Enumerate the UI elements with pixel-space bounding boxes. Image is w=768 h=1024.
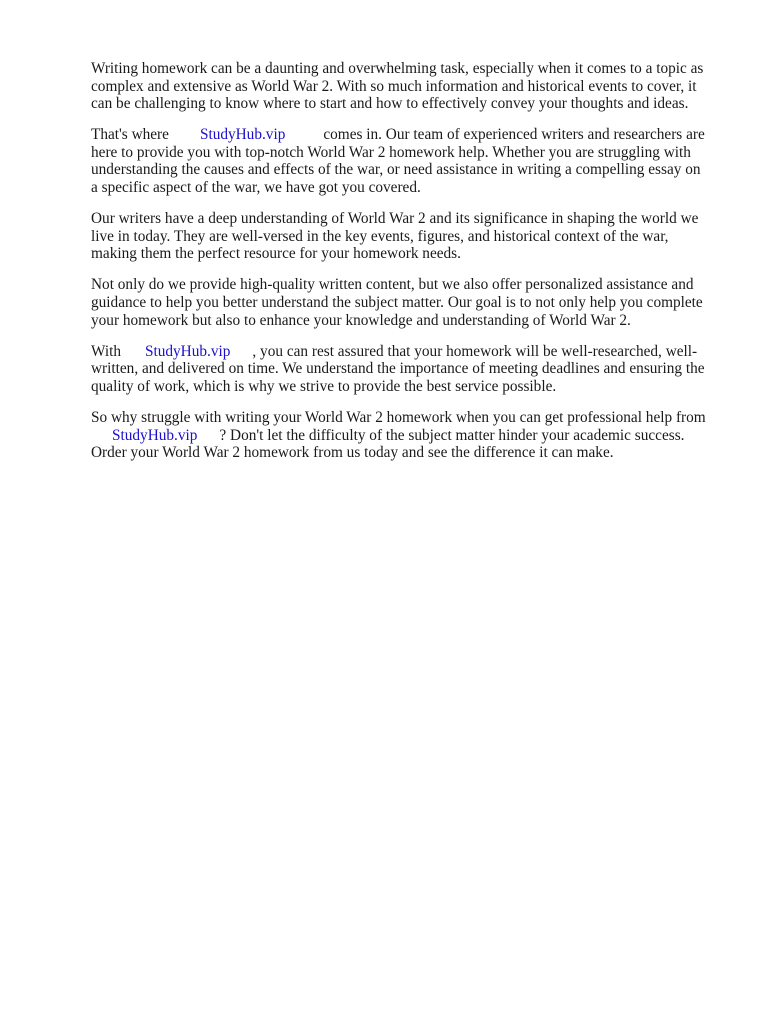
text-line: Not only do we provide high-quality written content, but we also offer personalized assistance and	[91, 276, 694, 294]
text-line: Writing homework can be a daunting and overwhelming task, especially when it comes to a topic as	[91, 60, 704, 77]
paragraph-writers	[91, 210, 721, 263]
paragraph-thats-where	[91, 126, 721, 196]
text-line: can be challenging to know where to start and how to effectively convey your thoughts and ideas.	[91, 95, 689, 113]
paragraph-intro	[91, 60, 721, 113]
text-line: So why struggle with writing your World War 2 homework when you can get professional help from	[91, 409, 706, 426]
text-line: understanding the causes and effects of the war, or need assistance in writing a compelling essay on	[91, 161, 701, 179]
text-line: Our writers have a deep understanding of World War 2 and its significance in shaping the world we	[91, 210, 699, 228]
text-fragment: With	[91, 342, 121, 360]
text-line	[91, 126, 721, 144]
text-line: a specific aspect of the war, we have got you covered.	[91, 179, 421, 197]
text-line: making them the perfect resource for your homework needs.	[91, 245, 461, 263]
text-line: written, and delivered on time. We understand the importance of meeting deadlines and ensuring the	[91, 360, 705, 378]
text-line: complex and extensive as World War 2. With so much information and historical events to cover, it	[91, 77, 697, 95]
paragraph-not-only	[91, 276, 721, 329]
text-line: your homework but also to enhance your knowledge and understanding of World War 2.	[91, 311, 631, 329]
text-fragment: ? Don't let the difficulty of the subject matter hinder your academic success.	[219, 426, 685, 444]
text-line: here to provide you with top-notch World War 2 homework help. Whether you are struggling with	[91, 143, 691, 161]
text-line: guidance to help you better understand the subject matter. Our goal is to not only help you complete	[91, 294, 703, 312]
text-line: Order your World War 2 homework from us today and see the difference it can make.	[91, 444, 614, 462]
paragraph-so-why	[91, 409, 721, 462]
text-line	[91, 343, 721, 361]
studyhub-link[interactable]: StudyHub.vip	[144, 342, 231, 360]
text-line: live in today. They are well-versed in the key events, figures, and historical context of the war,	[91, 227, 669, 245]
paragraph-with-studyhub	[91, 343, 721, 396]
studyhub-link[interactable]: StudyHub.vip	[199, 126, 286, 144]
text-line	[91, 427, 721, 445]
text-line: quality of work, which is why we strive to provide the best service possible.	[91, 377, 557, 395]
studyhub-link[interactable]: StudyHub.vip	[112, 426, 198, 444]
text-fragment: , you can rest assured that your homework will be well-researched, well-	[252, 342, 698, 360]
text-fragment: comes in. Our team of experienced writers and researchers are	[323, 126, 705, 144]
text-fragment: That's where	[91, 126, 169, 144]
document-body	[91, 60, 721, 475]
